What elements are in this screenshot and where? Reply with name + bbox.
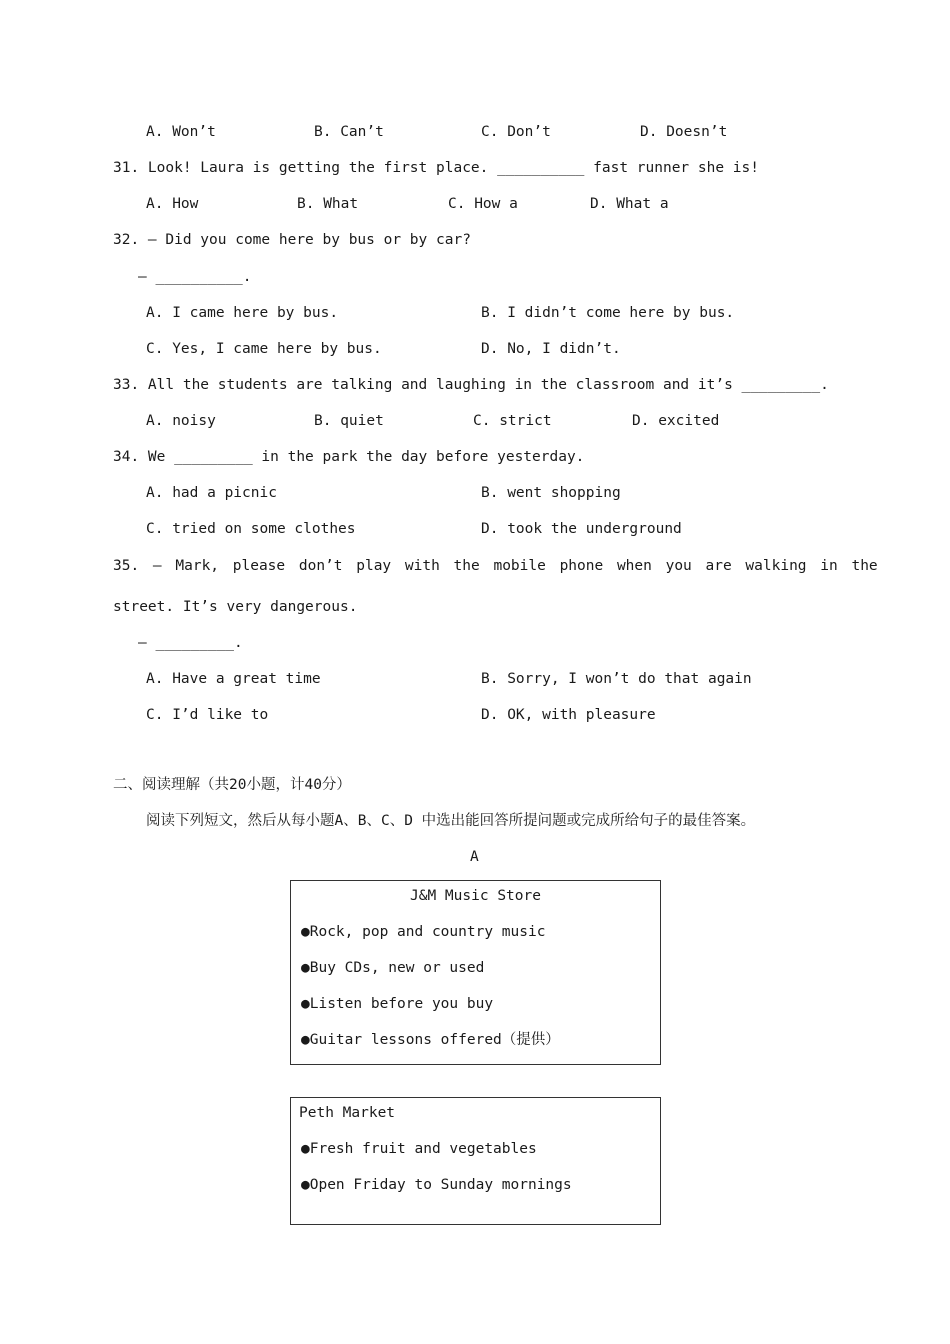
q35-option-a: A. Have a great time: [146, 671, 321, 687]
q34-option-b: B. went shopping: [481, 485, 621, 501]
q32-option-a: A. I came here by bus.: [146, 305, 339, 321]
q35-option-c: C. I’d like to: [146, 707, 269, 723]
q32-option-d: D. No, I didn’t.: [481, 341, 621, 357]
q35-reply: — _________.: [138, 635, 243, 651]
q34-option-a: A. had a picnic: [146, 485, 277, 501]
music-store-ad: [290, 880, 661, 1065]
q30-option-b: B. Can’t: [314, 124, 384, 140]
passage-label: A: [470, 849, 479, 865]
q35-stem-line1: 35. — Mark, please don’t play with the mobile phone when you are walking in the: [113, 558, 878, 574]
section-instruction: 阅读下列短文，然后从每小题A、B、C、D 中选出能回答所提问题或完成所给句子的最佳答案。: [146, 813, 756, 829]
music-store-item: ●Guitar lessons offered（提供）: [301, 1032, 560, 1048]
q35-option-b: B. Sorry, I won’t do that again: [481, 671, 752, 687]
q31-stem: 31. Look! Laura is getting the first place. __________ fast runner she is!: [113, 160, 760, 176]
q31-option-c: C. How a: [448, 196, 518, 212]
q31-option-a: A. How: [146, 196, 199, 212]
q30-option-a: A. Won’t: [146, 124, 216, 140]
q33-option-c: C. strict: [473, 413, 552, 429]
q35-stem-line2: street. It’s very dangerous.: [113, 599, 358, 615]
q30-option-d: D. Doesn’t: [640, 124, 728, 140]
q32-stem: 32. — Did you come here by bus or by car?: [113, 232, 471, 248]
q34-option-c: C. tried on some clothes: [146, 521, 356, 537]
music-store-item: ●Buy CDs, new or used: [301, 960, 485, 976]
q32-reply: — __________.: [138, 269, 252, 285]
q34-stem: 34. We _________ in the park the day before yesterday.: [113, 449, 585, 465]
market-title: Peth Market: [299, 1105, 396, 1121]
q32-option-c: C. Yes, I came here by bus.: [146, 341, 382, 357]
q33-stem: 33. All the students are talking and laughing in the classroom and it’s _________.: [113, 377, 829, 393]
q32-option-b: B. I didn’t come here by bus.: [481, 305, 735, 321]
q33-option-b: B. quiet: [314, 413, 384, 429]
music-store-title: J&M Music Store: [410, 888, 541, 904]
q30-option-c: C. Don’t: [481, 124, 551, 140]
q34-option-d: D. took the underground: [481, 521, 682, 537]
q31-option-b: B. What: [297, 196, 359, 212]
market-item: ●Open Friday to Sunday mornings: [301, 1177, 572, 1193]
music-store-item: ●Rock, pop and country music: [301, 924, 546, 940]
q35-option-d: D. OK, with pleasure: [481, 707, 656, 723]
market-ad: [290, 1097, 661, 1225]
q33-option-a: A. noisy: [146, 413, 216, 429]
q33-option-d: D. excited: [632, 413, 720, 429]
market-item: ●Fresh fruit and vegetables: [301, 1141, 537, 1157]
music-store-item: ●Listen before you buy: [301, 996, 494, 1012]
section-heading: 二、阅读理解（共20小题，计40分）: [113, 777, 351, 793]
q31-option-d: D. What a: [590, 196, 669, 212]
